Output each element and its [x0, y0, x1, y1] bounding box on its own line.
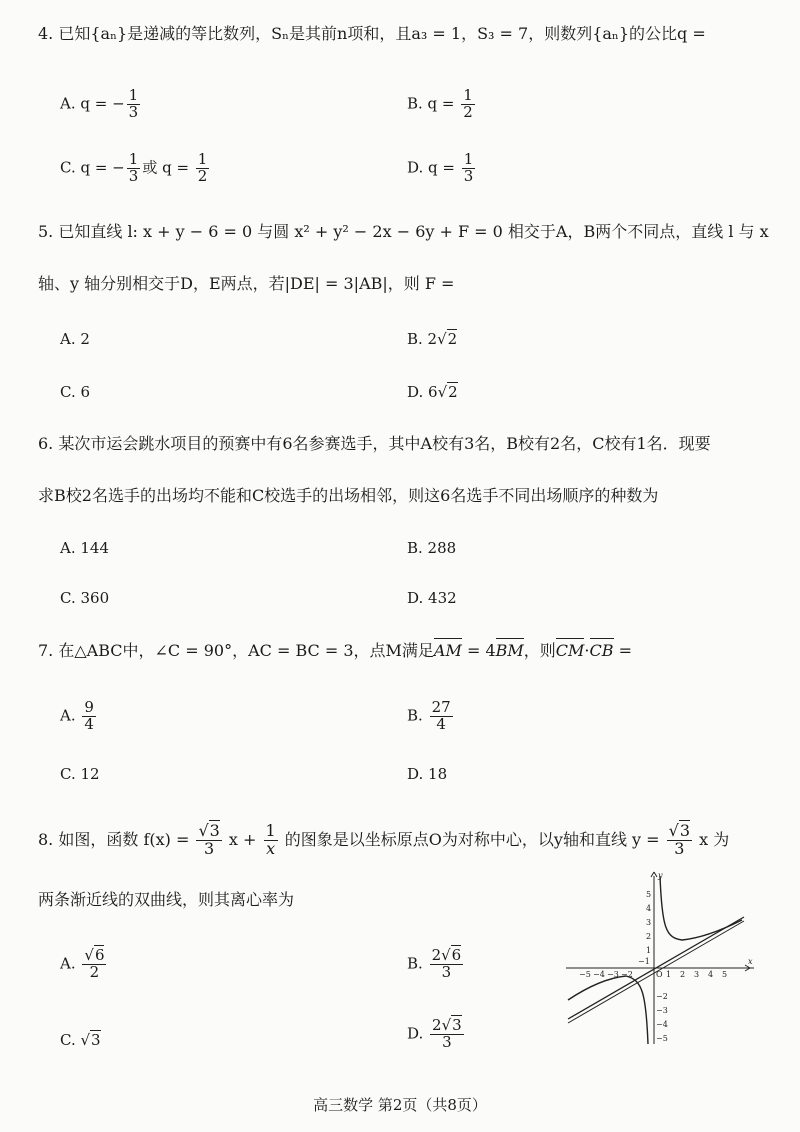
y-tick-label: −5	[656, 1034, 668, 1043]
x-tick-label: −5	[579, 970, 591, 979]
fraction	[462, 152, 476, 185]
question-7-stem	[38, 638, 778, 663]
fraction	[667, 823, 692, 858]
option-label: D. q =	[407, 158, 460, 177]
numerator: √6	[84, 946, 105, 964]
q7-option-c[interactable]: C. 12	[60, 765, 100, 783]
x-tick-label: 3	[694, 970, 700, 979]
coefficient: 2	[431, 946, 442, 964]
numerator: 1	[197, 150, 208, 168]
question-8-stem	[38, 820, 778, 860]
q4-option-c[interactable]	[60, 152, 211, 185]
question-6-stem-line1: 6. 某次市运会跳水项目的预赛中有6名参赛选手，其中A校有3名，B校有2名，C校有1名．现要	[38, 434, 711, 453]
numerator: 1	[128, 150, 139, 168]
fraction	[461, 88, 475, 121]
y-tick-label: 4	[646, 904, 652, 913]
hyperbola-branch-right	[660, 876, 742, 940]
radicand: 3	[452, 1016, 462, 1034]
numerator: 9	[84, 698, 94, 716]
q6-option-c[interactable]: C. 360	[60, 589, 110, 607]
question-6-stem-line2: 求B校2名选手的出场均不能和C校选手的出场相邻，则这6名选手不同出场顺序的种数为	[38, 486, 659, 505]
numerator: √3	[668, 821, 691, 841]
vector-bm: BM	[496, 638, 524, 663]
denominator: 3	[463, 166, 474, 185]
radicand: 3	[91, 1031, 101, 1049]
vector-am: AM	[434, 638, 462, 663]
y-tick-label: −1	[638, 957, 650, 966]
numerator: 27	[431, 698, 451, 716]
y-tick-label: −4	[656, 1020, 668, 1029]
option-label: D. 6√	[407, 383, 448, 401]
q5-option-a[interactable]: A. 2	[60, 330, 90, 348]
hyperbola-branch-left	[568, 976, 648, 1044]
q5-option-d[interactable]	[407, 380, 458, 404]
denominator: 2	[197, 166, 208, 185]
y-tick-label: 5	[646, 890, 652, 899]
option-label: B.	[407, 706, 428, 725]
q5-option-b[interactable]	[407, 327, 457, 351]
question-5-stem-line1: 5. 已知直线 l: x + y − 6 = 0 与圆 x² + y² − 2x − 6y + F = 0 相交于A，B两个不同点，直线 l 与 x	[38, 222, 769, 241]
option-label: A. q = −	[60, 94, 125, 113]
vector-cb: CB	[590, 638, 614, 663]
page-footer: 高三数学 第2页（共8页）	[313, 1096, 487, 1114]
option-label: A.	[60, 706, 81, 725]
numerator: 1	[463, 86, 473, 104]
stem-text: x +	[223, 830, 262, 849]
numerator: √3	[198, 821, 220, 841]
stem-text: 7. 在△ABC中，∠C = 90°，AC = BC = 3，点M满足	[38, 641, 434, 660]
q4-option-b[interactable]	[407, 88, 477, 121]
question-8-stem-line2: 两条渐近线的双曲线，则其离心率为	[38, 890, 295, 909]
option-label: C. q = −	[60, 158, 125, 177]
x-tick-label: 2	[680, 970, 686, 979]
q7-option-a[interactable]	[60, 700, 98, 733]
fraction	[82, 948, 106, 981]
radicand: 6	[94, 946, 105, 964]
denominator: 3	[442, 1032, 452, 1051]
radicand: 3	[209, 821, 220, 841]
denominator: 2	[89, 962, 100, 981]
q7-option-b[interactable]	[407, 700, 455, 733]
q6-option-d[interactable]: D. 432	[407, 589, 457, 607]
fraction	[430, 1018, 464, 1051]
stem-text: x 为	[694, 830, 730, 849]
numerator: 1	[265, 821, 276, 841]
stem-text: 8. 如图，函数 f(x) =	[38, 830, 195, 849]
radicand: 2	[447, 330, 458, 348]
vector-cm: CM	[556, 638, 585, 663]
fraction	[82, 700, 96, 733]
y-tick-label: 1	[646, 946, 652, 955]
q8-option-a[interactable]	[60, 948, 108, 981]
x-tick-label: 5	[722, 970, 728, 979]
option-label: D.	[407, 1024, 429, 1043]
option-label: B.	[407, 954, 428, 973]
denominator: 2	[463, 102, 473, 121]
numerator: 2√6	[431, 946, 462, 964]
fraction	[196, 823, 221, 858]
y-tick-label: 3	[646, 918, 652, 927]
numerator: 1	[128, 86, 139, 104]
fraction	[430, 700, 453, 733]
stem-text: =	[613, 641, 632, 660]
q8-option-d[interactable]	[407, 1018, 466, 1051]
question-5-stem-line2: 轴、y 轴分别相交于D，E两点，若|DE| = 3|AB|，则 F =	[38, 274, 455, 293]
option-label: B. q =	[407, 94, 460, 113]
y-tick-label: −2	[656, 992, 668, 1001]
numerator: 2√3	[432, 1016, 462, 1034]
y-axis-label: y	[658, 871, 663, 880]
q8-option-c[interactable]	[60, 1028, 101, 1052]
denominator: 3	[204, 839, 215, 858]
dot-operator: ·	[584, 641, 590, 660]
option-label: C. √	[60, 1031, 91, 1049]
option-text: 或 q =	[142, 158, 194, 177]
x-axis-label: x	[748, 957, 753, 966]
fraction	[264, 823, 278, 858]
fraction	[196, 152, 210, 185]
question-4-stem: 4. 已知{aₙ}是递减的等比数列，Sₙ是其前n项和，且a₃ = 1，S₃ = 7，则数列{aₙ}的公比q =	[38, 24, 706, 43]
q6-option-b[interactable]: B. 288	[407, 539, 457, 557]
hyperbola-graph	[562, 868, 762, 1050]
x-tick-label: 1	[666, 970, 672, 979]
stem-text: ，则	[523, 641, 556, 660]
coefficient: 2	[432, 1016, 442, 1034]
radicand: 6	[451, 946, 462, 964]
fraction	[127, 152, 141, 185]
numerator: 1	[463, 150, 474, 168]
x-tick-label: −4	[593, 970, 605, 979]
y-tick-label: −3	[656, 1006, 668, 1015]
fraction	[430, 948, 464, 981]
q4-option-d[interactable]	[407, 152, 477, 185]
denominator: 4	[436, 714, 446, 733]
radicand: 3	[679, 821, 691, 841]
q5-option-c[interactable]: C. 6	[60, 383, 91, 401]
x-tick-label: −3	[607, 970, 619, 979]
origin-label: O	[656, 970, 663, 979]
y-tick-label: 2	[646, 932, 652, 941]
q6-option-a[interactable]: A. 144	[60, 539, 109, 557]
denominator: 3	[128, 102, 139, 121]
q4-option-a[interactable]	[60, 88, 142, 121]
option-label: B. 2√	[407, 330, 447, 348]
denominator: 3	[441, 962, 452, 981]
fraction	[127, 88, 141, 121]
option-label: A.	[60, 954, 81, 973]
stem-text: = 4	[461, 641, 496, 660]
denominator: 3	[674, 839, 685, 858]
denominator: 4	[84, 714, 94, 733]
denominator: 3	[128, 166, 139, 185]
radicand: 2	[448, 383, 458, 401]
stem-text: 的图象是以坐标原点O为对称中心，以y轴和直线 y =	[279, 830, 665, 849]
x-tick-label: 4	[708, 970, 714, 979]
x-tick-label: −2	[621, 970, 633, 979]
q7-option-d[interactable]: D. 18	[407, 765, 448, 783]
denominator: x	[266, 839, 276, 858]
q8-option-b[interactable]	[407, 948, 465, 981]
